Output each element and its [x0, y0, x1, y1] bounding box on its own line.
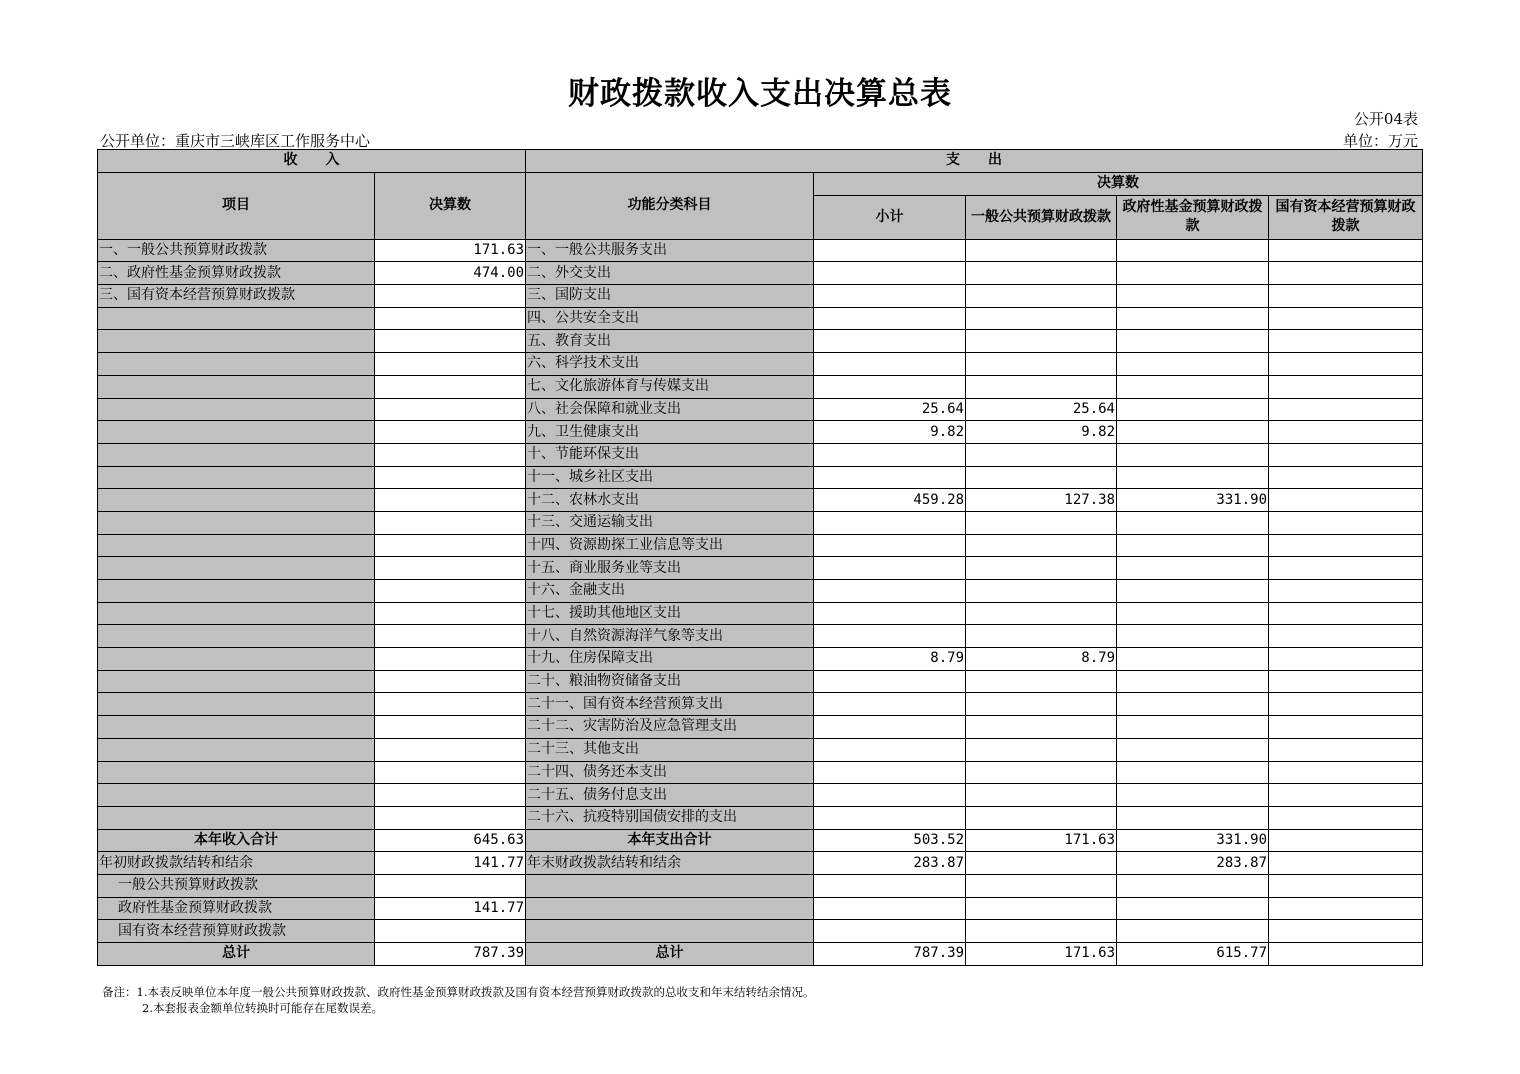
- expense-state-cell: [1269, 398, 1423, 421]
- table-row: [98, 285, 1423, 308]
- carry-in-amount: 141.77: [375, 852, 526, 875]
- expense-fund-cell: [1117, 602, 1269, 625]
- expense-fund-cell: [1117, 580, 1269, 603]
- expense-general-cell: 9.82: [966, 421, 1117, 444]
- expense-general-cell: [966, 443, 1117, 466]
- expense-fund-cell: [1117, 784, 1269, 807]
- table-row: [98, 511, 1423, 534]
- expense-general-cell: [966, 285, 1117, 308]
- expense-item-cell: 五、教育支出: [526, 330, 814, 353]
- blank-cell: [814, 920, 966, 943]
- expense-fund-cell: [1117, 330, 1269, 353]
- expense-subtotal-cell: [814, 285, 966, 308]
- expense-state-cell: [1269, 738, 1423, 761]
- income-item-cell: [98, 443, 375, 466]
- table-row: [98, 602, 1423, 625]
- expense-subtotal-cell: [814, 307, 966, 330]
- expense-state-cell: [1269, 307, 1423, 330]
- income-amount-cell: [375, 738, 526, 761]
- income-amount-cell: [375, 375, 526, 398]
- expense-item-cell: 十一、城乡社区支出: [526, 466, 814, 489]
- income-amount-cell: [375, 784, 526, 807]
- year-expense-label: 本年支出合计: [526, 829, 814, 852]
- expense-item-cell: 八、社会保障和就业支出: [526, 398, 814, 421]
- expense-subtotal-cell: [814, 353, 966, 376]
- expense-fund-cell: [1117, 262, 1269, 285]
- expense-fund-cell: [1117, 738, 1269, 761]
- table-row: [98, 580, 1423, 603]
- expense-subtotal-cell: 8.79: [814, 648, 966, 671]
- expense-item-cell: 一、一般公共服务支出: [526, 239, 814, 262]
- income-amount-cell: [375, 443, 526, 466]
- blank-cell: [966, 920, 1117, 943]
- expense-general-cell: [966, 693, 1117, 716]
- expense-subtotal-cell: [814, 625, 966, 648]
- income-item-cell: [98, 557, 375, 580]
- income-amount-cell: [375, 534, 526, 557]
- income-item-cell: [98, 375, 375, 398]
- expense-general-cell: 8.79: [966, 648, 1117, 671]
- table-row: [98, 920, 1423, 943]
- carry-out-general: [966, 852, 1117, 875]
- expense-general-cell: [966, 534, 1117, 557]
- expense-subtotal-cell: [814, 580, 966, 603]
- income-amount-cell: [375, 670, 526, 693]
- amount-header: 决算数: [375, 172, 526, 239]
- carry-general-label: 一般公共预算财政拨款: [98, 874, 375, 897]
- table-row: [98, 738, 1423, 761]
- table-row: [98, 489, 1423, 512]
- expense-state-cell: [1269, 625, 1423, 648]
- expense-item-cell: 二十一、国有资本经营预算支出: [526, 693, 814, 716]
- expense-state-cell: [1269, 239, 1423, 262]
- blank-cell: [1269, 920, 1423, 943]
- income-amount-cell: [375, 330, 526, 353]
- expense-subtotal-cell: [814, 375, 966, 398]
- table-totals: [98, 829, 1423, 965]
- expense-fund-cell: [1117, 421, 1269, 444]
- table-body: [98, 239, 1423, 829]
- blank-cell: [966, 874, 1117, 897]
- blank-cell: [966, 897, 1117, 920]
- income-amount-cell: [375, 285, 526, 308]
- expense-fund-cell: [1117, 806, 1269, 829]
- table-row: [98, 262, 1423, 285]
- income-amount-cell: [375, 716, 526, 739]
- expense-item-cell: 十四、资源勘探工业信息等支出: [526, 534, 814, 557]
- carry-state-amount: [375, 920, 526, 943]
- expense-header: 支 出: [526, 150, 1423, 173]
- income-amount-cell: [375, 648, 526, 671]
- grand-total-general: 171.63: [966, 943, 1117, 966]
- grand-total-subtotal: 787.39: [814, 943, 966, 966]
- income-item-cell: 二、政府性基金预算财政拨款: [98, 262, 375, 285]
- blank-cell: [526, 920, 814, 943]
- expense-item-cell: 十九、住房保障支出: [526, 648, 814, 671]
- expense-state-cell: [1269, 489, 1423, 512]
- expense-subtotal-cell: [814, 557, 966, 580]
- table-row: [98, 557, 1423, 580]
- expense-general-cell: [966, 353, 1117, 376]
- table-row: [98, 670, 1423, 693]
- grand-total-label: 总计: [98, 943, 375, 966]
- expense-subtotal-cell: [814, 330, 966, 353]
- expense-general-cell: [966, 557, 1117, 580]
- blank-cell: [1269, 897, 1423, 920]
- income-item-cell: [98, 716, 375, 739]
- expense-subtotal-cell: [814, 761, 966, 784]
- expense-fund-cell: [1117, 716, 1269, 739]
- grand-total-state: [1269, 943, 1423, 966]
- expense-general-cell: [966, 784, 1117, 807]
- expense-general-cell: [966, 307, 1117, 330]
- expense-item-cell: 三、国防支出: [526, 285, 814, 308]
- budget-header: 决算数: [814, 172, 1423, 195]
- expense-item-cell: 十、节能环保支出: [526, 443, 814, 466]
- income-item-cell: [98, 625, 375, 648]
- expense-item-cell: 二十四、债务还本支出: [526, 761, 814, 784]
- fund-budget-header: 政府性基金预算财政拨款: [1117, 195, 1269, 239]
- expense-general-cell: [966, 375, 1117, 398]
- expense-subtotal-cell: 25.64: [814, 398, 966, 421]
- expense-item-cell: 十八、自然资源海洋气象等支出: [526, 625, 814, 648]
- expense-general-cell: [966, 511, 1117, 534]
- expense-fund-cell: [1117, 648, 1269, 671]
- table-row: [98, 307, 1423, 330]
- expense-general-cell: [966, 602, 1117, 625]
- page-title: 财政拨款收入支出决算总表: [568, 76, 952, 112]
- expense-item-cell: 六、科学技术支出: [526, 353, 814, 376]
- income-amount-cell: [375, 466, 526, 489]
- carry-out-fund: 283.87: [1117, 852, 1269, 875]
- expense-state-cell: [1269, 285, 1423, 308]
- expense-subtotal-cell: [814, 262, 966, 285]
- income-item-cell: [98, 761, 375, 784]
- expense-state-cell: [1269, 693, 1423, 716]
- blank-cell: [526, 897, 814, 920]
- expense-fund-cell: [1117, 511, 1269, 534]
- blank-cell: [526, 874, 814, 897]
- expense-item-cell: 二十三、其他支出: [526, 738, 814, 761]
- expense-fund-cell: [1117, 239, 1269, 262]
- expense-item-cell: 十六、金融支出: [526, 580, 814, 603]
- income-amount-cell: [375, 602, 526, 625]
- expense-fund-cell: [1117, 353, 1269, 376]
- income-amount-cell: [375, 489, 526, 512]
- blank-cell: [814, 897, 966, 920]
- expense-fund-cell: 331.90: [1117, 489, 1269, 512]
- table-row: [98, 874, 1423, 897]
- table-row: [98, 852, 1423, 875]
- expense-subtotal-cell: [814, 511, 966, 534]
- table-row: [98, 398, 1423, 421]
- table-row: [98, 443, 1423, 466]
- expense-general-cell: [966, 580, 1117, 603]
- income-amount-cell: [375, 580, 526, 603]
- expense-state-cell: [1269, 761, 1423, 784]
- expense-state-cell: [1269, 602, 1423, 625]
- income-item-cell: [98, 421, 375, 444]
- expense-item-cell: 二十五、债务付息支出: [526, 784, 814, 807]
- blank-cell: [814, 874, 966, 897]
- income-item-cell: [98, 534, 375, 557]
- expense-subtotal-cell: [814, 670, 966, 693]
- blank-cell: [1117, 897, 1269, 920]
- grand-total-income: 787.39: [375, 943, 526, 966]
- expense-general-cell: [966, 239, 1117, 262]
- income-header: 收 入: [98, 150, 526, 173]
- income-amount-cell: [375, 421, 526, 444]
- carry-fund-amount: 141.77: [375, 897, 526, 920]
- table-row: [98, 534, 1423, 557]
- carry-fund-label: 政府性基金预算财政拨款: [98, 897, 375, 920]
- year-income-amount: 645.63: [375, 829, 526, 852]
- blank-cell: [1269, 874, 1423, 897]
- income-item-cell: [98, 738, 375, 761]
- expense-subtotal-cell: [814, 806, 966, 829]
- year-expense-state: [1269, 829, 1423, 852]
- expense-state-cell: [1269, 648, 1423, 671]
- expense-fund-cell: [1117, 375, 1269, 398]
- expense-state-cell: [1269, 784, 1423, 807]
- expense-general-cell: [966, 738, 1117, 761]
- year-expense-fund: 331.90: [1117, 829, 1269, 852]
- table-row: [98, 648, 1423, 671]
- income-item-cell: [98, 806, 375, 829]
- expense-state-cell: [1269, 534, 1423, 557]
- expense-fund-cell: [1117, 398, 1269, 421]
- expense-general-cell: [966, 466, 1117, 489]
- expense-subtotal-cell: [814, 466, 966, 489]
- grand-total-fund: 615.77: [1117, 943, 1269, 966]
- table-row: [98, 806, 1423, 829]
- expense-state-cell: [1269, 806, 1423, 829]
- table-row: [98, 761, 1423, 784]
- income-item-cell: [98, 580, 375, 603]
- table-row: [98, 897, 1423, 920]
- expense-general-cell: 25.64: [966, 398, 1117, 421]
- income-item-cell: [98, 670, 375, 693]
- income-amount-cell: [375, 307, 526, 330]
- expense-general-cell: [966, 761, 1117, 784]
- expense-item-cell: 四、公共安全支出: [526, 307, 814, 330]
- subtotal-header: 小计: [814, 195, 966, 239]
- expense-item-cell: 二十六、抗疫特别国债安排的支出: [526, 806, 814, 829]
- note-2: 2.本套报表金额单位转换时可能存在尾数误差。: [142, 1001, 383, 1015]
- expense-subtotal-cell: 9.82: [814, 421, 966, 444]
- table-row: [98, 625, 1423, 648]
- expense-item-cell: 二十、粮油物资储备支出: [526, 670, 814, 693]
- expense-state-cell: [1269, 443, 1423, 466]
- item-header: 项目: [98, 172, 375, 239]
- expense-state-cell: [1269, 375, 1423, 398]
- income-amount-cell: [375, 398, 526, 421]
- expense-state-cell: [1269, 353, 1423, 376]
- general-budget-header: 一般公共预算财政拨款: [966, 195, 1117, 239]
- carry-out-state: [1269, 852, 1423, 875]
- expense-item-cell: 十七、援助其他地区支出: [526, 602, 814, 625]
- carry-out-subtotal: 283.87: [814, 852, 966, 875]
- blank-cell: [1117, 874, 1269, 897]
- income-item-cell: [98, 398, 375, 421]
- carry-state-label: 国有资本经营预算财政拨款: [98, 920, 375, 943]
- expense-general-cell: [966, 716, 1117, 739]
- expense-general-cell: [966, 330, 1117, 353]
- expense-subtotal-cell: [814, 602, 966, 625]
- income-item-cell: [98, 353, 375, 376]
- table-row: [98, 829, 1423, 852]
- expense-fund-cell: [1117, 307, 1269, 330]
- income-amount-cell: [375, 693, 526, 716]
- table-row: [98, 375, 1423, 398]
- expense-fund-cell: [1117, 670, 1269, 693]
- expense-state-cell: [1269, 511, 1423, 534]
- expense-subtotal-cell: [814, 443, 966, 466]
- income-amount-cell: [375, 511, 526, 534]
- table-row: [98, 693, 1423, 716]
- notes: [102, 984, 814, 1016]
- expense-state-cell: [1269, 466, 1423, 489]
- income-item-cell: 三、国有资本经营预算财政拨款: [98, 285, 375, 308]
- expense-subtotal-cell: 459.28: [814, 489, 966, 512]
- expense-item-cell: 十五、商业服务业等支出: [526, 557, 814, 580]
- expense-state-cell: [1269, 262, 1423, 285]
- budget-table: [97, 149, 1423, 966]
- function-header: 功能分类科目: [526, 172, 814, 239]
- table-row: [98, 330, 1423, 353]
- expense-general-cell: [966, 262, 1117, 285]
- income-item-cell: [98, 784, 375, 807]
- expense-fund-cell: [1117, 534, 1269, 557]
- expense-subtotal-cell: [814, 784, 966, 807]
- expense-subtotal-cell: [814, 239, 966, 262]
- expense-general-cell: [966, 670, 1117, 693]
- expense-fund-cell: [1117, 625, 1269, 648]
- income-item-cell: [98, 330, 375, 353]
- income-amount-cell: [375, 557, 526, 580]
- income-item-cell: [98, 307, 375, 330]
- table-row: [98, 716, 1423, 739]
- table-row: [98, 239, 1423, 262]
- expense-item-cell: 七、文化旅游体育与传媒支出: [526, 375, 814, 398]
- money-unit-label: 单位：万元: [1342, 132, 1418, 150]
- carry-in-label: 年初财政拨款结转和结余: [98, 852, 375, 875]
- income-item-cell: 一、一般公共预算财政拨款: [98, 239, 375, 262]
- expense-item-cell: 九、卫生健康支出: [526, 421, 814, 444]
- income-item-cell: [98, 602, 375, 625]
- table-row: [98, 784, 1423, 807]
- carry-general-amount: [375, 874, 526, 897]
- expense-state-cell: [1269, 421, 1423, 444]
- income-amount-cell: 474.00: [375, 262, 526, 285]
- expense-fund-cell: [1117, 443, 1269, 466]
- expense-subtotal-cell: [814, 738, 966, 761]
- carry-out-label: 年末财政拨款结转和结余: [526, 852, 814, 875]
- expense-item-cell: 十二、农林水支出: [526, 489, 814, 512]
- table-row: [98, 943, 1423, 966]
- expense-state-cell: [1269, 330, 1423, 353]
- grand-total-expense-label: 总计: [526, 943, 814, 966]
- expense-fund-cell: [1117, 557, 1269, 580]
- expense-general-cell: [966, 806, 1117, 829]
- expense-item-cell: 二十二、灾害防治及应急管理支出: [526, 716, 814, 739]
- income-amount-cell: 171.63: [375, 239, 526, 262]
- expense-fund-cell: [1117, 761, 1269, 784]
- expense-subtotal-cell: [814, 693, 966, 716]
- year-expense-subtotal: 503.52: [814, 829, 966, 852]
- expense-state-cell: [1269, 580, 1423, 603]
- expense-state-cell: [1269, 670, 1423, 693]
- table-row: [98, 421, 1423, 444]
- income-item-cell: [98, 489, 375, 512]
- expense-subtotal-cell: [814, 534, 966, 557]
- expense-fund-cell: [1117, 285, 1269, 308]
- income-amount-cell: [375, 353, 526, 376]
- income-item-cell: [98, 511, 375, 534]
- expense-item-cell: 十三、交通运输支出: [526, 511, 814, 534]
- income-amount-cell: [375, 761, 526, 784]
- year-expense-general: 171.63: [966, 829, 1117, 852]
- expense-general-cell: [966, 625, 1117, 648]
- organization-label: 公开单位：重庆市三峡库区工作服务中心: [100, 132, 371, 150]
- expense-fund-cell: [1117, 466, 1269, 489]
- table-row: [98, 466, 1423, 489]
- income-item-cell: [98, 466, 375, 489]
- income-amount-cell: [375, 625, 526, 648]
- note-1: 备注：1.本表反映单位本年度一般公共预算财政拨款、政府性基金预算财政拨款及国有资本经营预算财政拨款的总收支和年末结转结余情况。: [102, 985, 815, 999]
- table-row: [98, 353, 1423, 376]
- income-item-cell: [98, 648, 375, 671]
- expense-state-cell: [1269, 557, 1423, 580]
- expense-fund-cell: [1117, 693, 1269, 716]
- blank-cell: [1117, 920, 1269, 943]
- expense-item-cell: 二、外交支出: [526, 262, 814, 285]
- expense-general-cell: 127.38: [966, 489, 1117, 512]
- expense-state-cell: [1269, 716, 1423, 739]
- state-capital-header: 国有资本经营预算财政拨款: [1269, 195, 1423, 239]
- income-item-cell: [98, 693, 375, 716]
- income-amount-cell: [375, 806, 526, 829]
- form-number: 公开04表: [1353, 110, 1418, 128]
- year-income-label: 本年收入合计: [98, 829, 375, 852]
- expense-subtotal-cell: [814, 716, 966, 739]
